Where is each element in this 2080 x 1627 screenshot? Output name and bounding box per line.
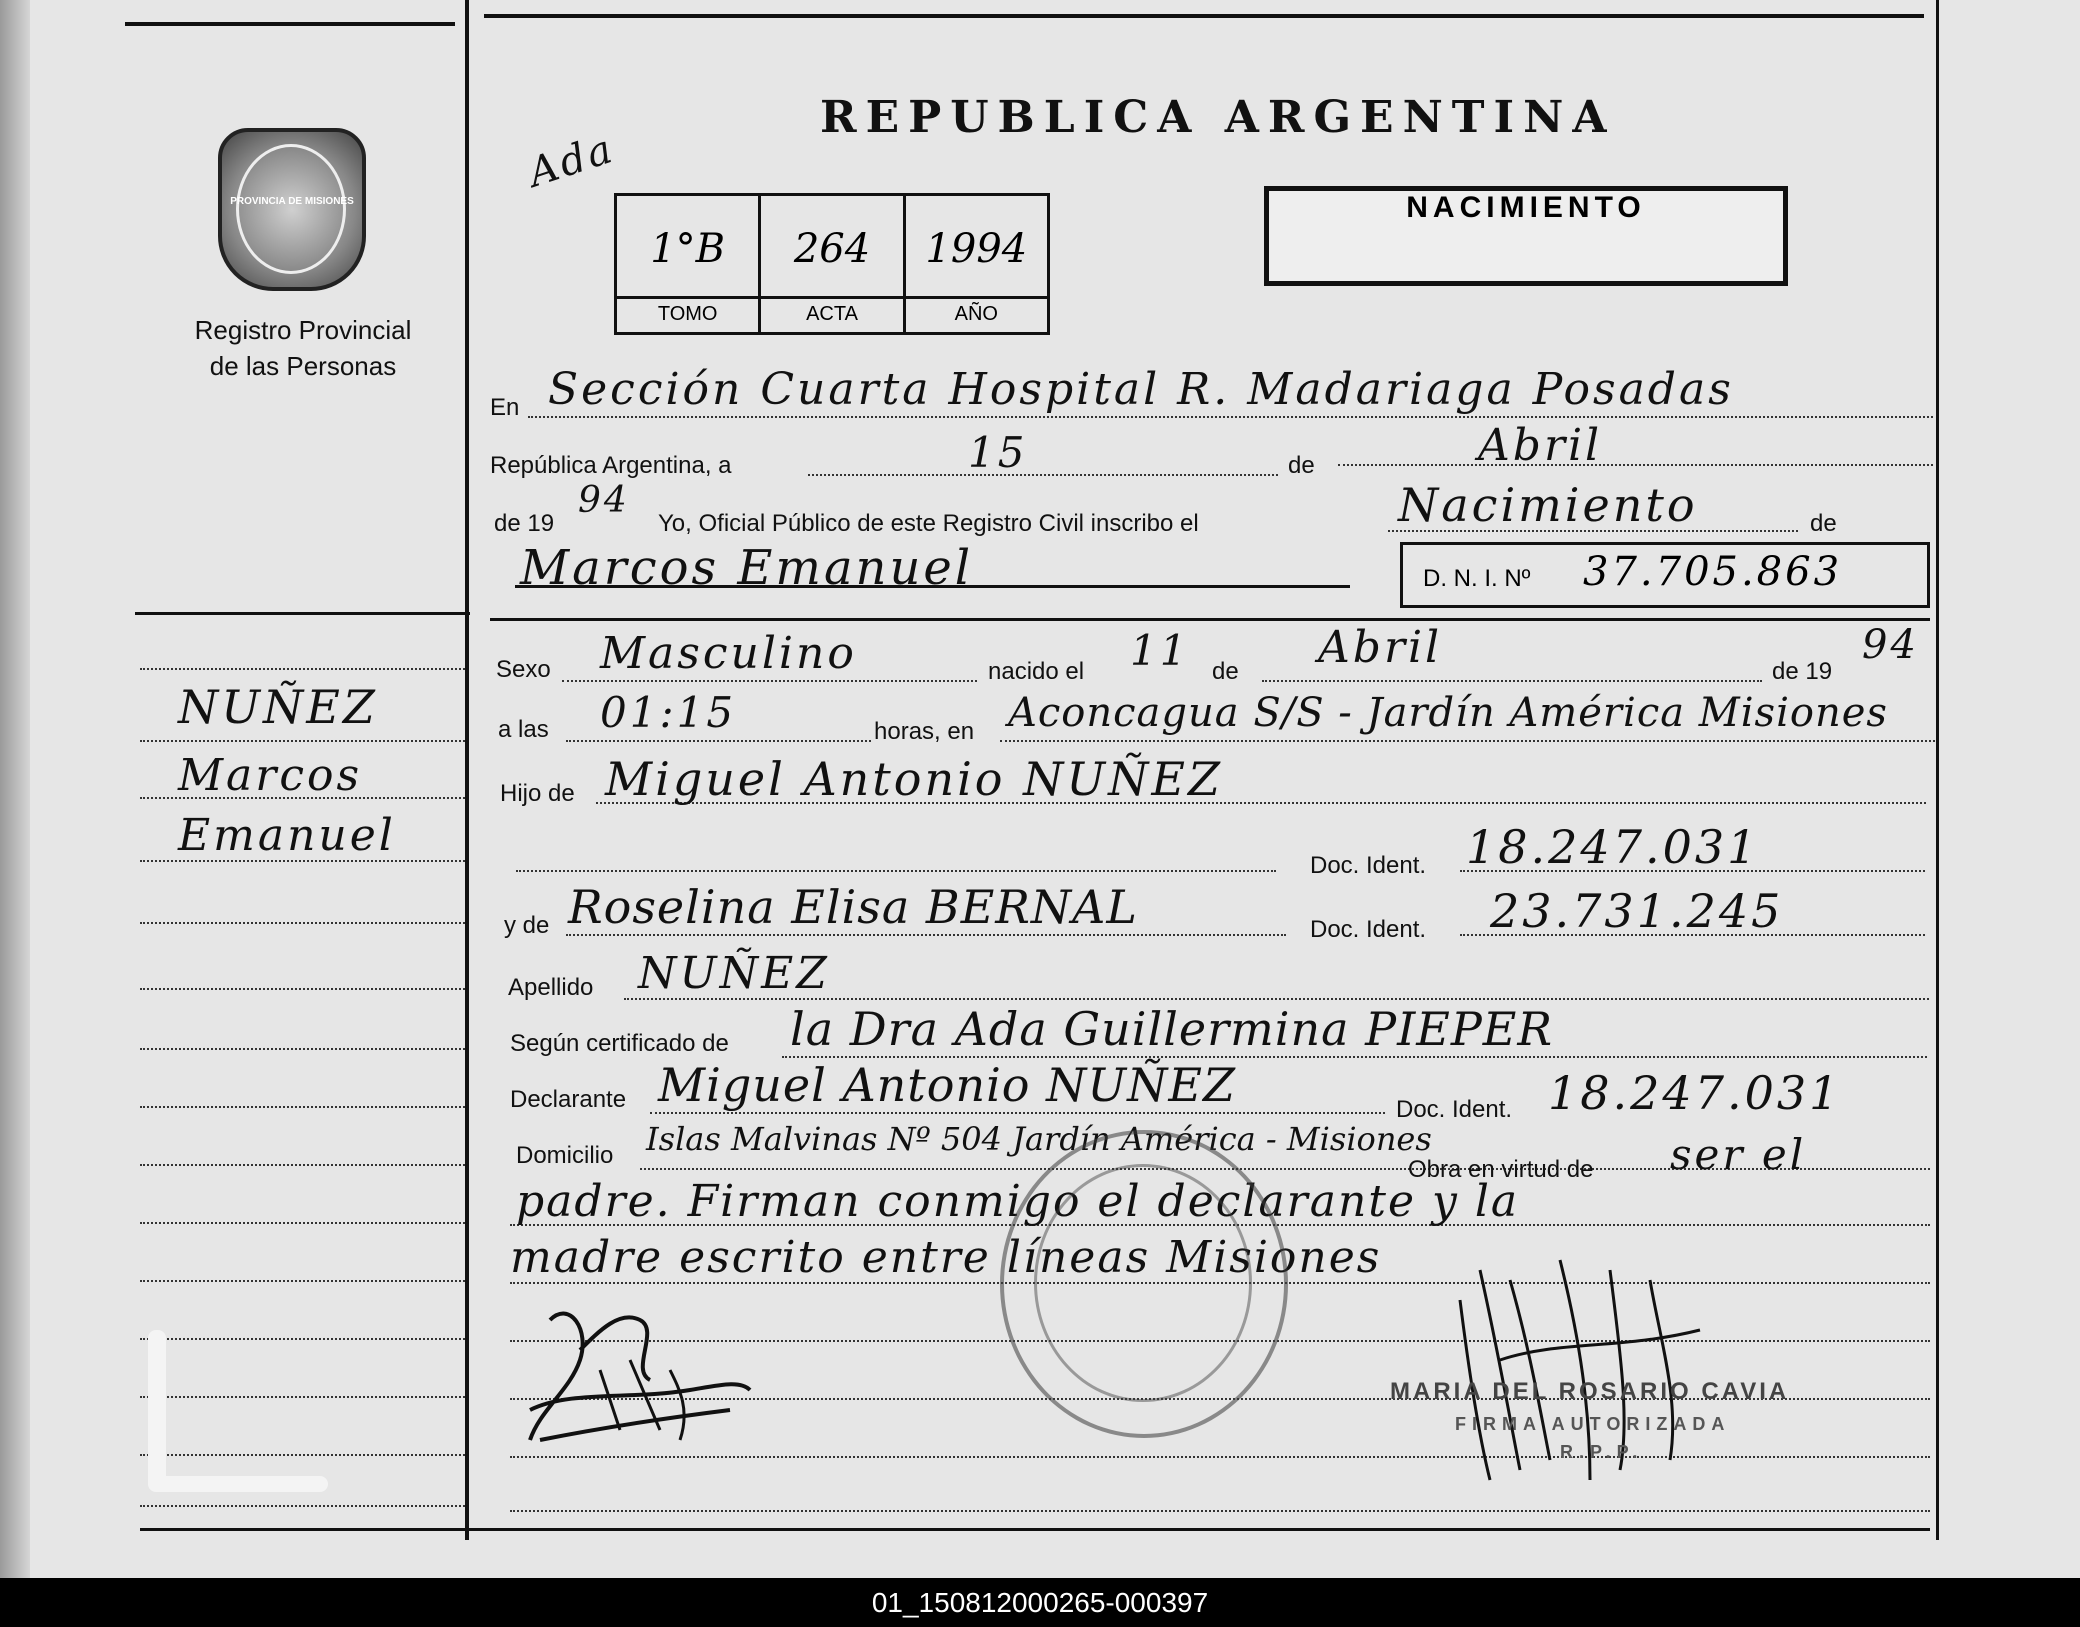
margin-line	[140, 1338, 465, 1340]
form-line	[650, 1112, 1385, 1114]
margin-line	[140, 740, 465, 742]
obra-line-2: padre. Firman conmigo el declarante y la	[516, 1176, 1520, 1227]
nacido-label: nacido el	[988, 658, 1085, 685]
declarante-doc-label: Doc. Ident.	[1396, 1096, 1513, 1123]
certificado-value: la Dra Ada Guillermina PIEPER	[790, 1002, 1553, 1056]
margin-line	[140, 1280, 465, 1282]
form-line	[808, 474, 1278, 476]
dia-value: 15	[968, 428, 1028, 477]
de-label: de	[1288, 452, 1315, 479]
anio-cell	[906, 196, 1047, 332]
margin-line	[140, 1106, 465, 1108]
declarante-value: Miguel Antonio NUÑEZ	[658, 1058, 1236, 1112]
column-divider	[465, 0, 469, 1540]
nac-dia-value: 11	[1130, 626, 1190, 675]
page-title: REPUBLICA ARGENTINA	[820, 92, 1616, 143]
dni-value: 37.705.863	[1583, 549, 1843, 595]
nac-anio-prefix: de 19	[1772, 658, 1833, 685]
binding-edge	[0, 0, 30, 1578]
registry-name	[150, 312, 456, 384]
form-line	[1000, 740, 1935, 742]
margin-line	[140, 988, 465, 990]
anio-prefix-label: de 19	[494, 510, 555, 537]
lugar-value: Aconcagua S/S - Jardín América Misiones	[1008, 690, 1888, 736]
obra-line-1: ser el	[1670, 1130, 1807, 1179]
margin-line	[140, 922, 465, 924]
republica-label: República Argentina, a	[490, 452, 732, 479]
domicilio-label: Domicilio	[516, 1142, 614, 1169]
margin-line	[140, 1164, 465, 1166]
correction-mark	[148, 1476, 328, 1492]
official-stamp-icon	[1000, 1130, 1288, 1438]
section-rule	[490, 618, 1930, 621]
nombre-value: Marcos Emanuel	[520, 540, 974, 596]
form-line	[566, 934, 1286, 936]
sexo-label: Sexo	[496, 656, 551, 683]
ydе-label: y de	[504, 912, 550, 939]
record-table	[614, 193, 1050, 335]
margin-second-name: Emanuel	[178, 810, 396, 861]
tomo-cell	[617, 196, 761, 332]
declarante-label: Declarante	[510, 1086, 627, 1113]
anio-value: 1994	[925, 226, 1028, 272]
hora-value: 01:15	[600, 688, 737, 737]
nac-anio-value: 94	[1862, 622, 1919, 668]
seal-ring	[236, 144, 346, 274]
acta-cell	[761, 196, 905, 332]
mes-value: Abril	[1478, 420, 1603, 471]
margin-surname: NUÑEZ	[178, 680, 378, 734]
stamp-inner-ring	[1034, 1164, 1252, 1402]
madre-value: Roselina Elisa BERNAL	[568, 880, 1138, 934]
apellido-label: Apellido	[508, 974, 594, 1001]
obra-line-3: madre escrito entre líneas Misiones	[510, 1232, 1382, 1283]
registry-line-1: Registro Provincial	[194, 315, 412, 345]
margin-line	[140, 1048, 465, 1050]
dni-label: D. N. I. Nº	[1423, 565, 1531, 592]
margin-line	[140, 1396, 465, 1398]
form-line	[510, 1510, 1930, 1512]
seal-text: PROVINCIA DE MISIONES	[230, 196, 354, 207]
right-border	[1936, 0, 1939, 1540]
margin-first-name: Marcos	[178, 750, 363, 801]
horas-label: horas, en	[874, 718, 975, 745]
certificado-label: Según certificado de	[510, 1030, 729, 1057]
oficial-text: Yo, Oficial Público de este Registro Civil inscribo el	[658, 510, 1199, 537]
registry-line-2: de las Personas	[209, 351, 397, 381]
form-line	[562, 680, 977, 682]
declarant-signature	[510, 1290, 760, 1460]
hijo-label: Hijo de	[500, 780, 575, 807]
official-title: FIRMA AUTORIZADA	[1455, 1414, 1731, 1434]
padre-value: Miguel Antonio NUÑEZ	[605, 752, 1223, 806]
apellido-value: NUÑEZ	[638, 948, 830, 999]
form-line	[1262, 680, 1762, 682]
form-line	[1338, 464, 1933, 466]
top-rule-left	[125, 22, 455, 26]
margin-line	[140, 1505, 465, 1507]
alas-label: a las	[498, 716, 549, 743]
tomo-label: TOMO	[617, 296, 758, 326]
acta-label: ACTA	[761, 296, 902, 326]
nacimiento-box: NACIMIENTO	[1264, 186, 1788, 286]
margin-rule	[135, 612, 470, 615]
madre-doc-label: Doc. Ident.	[1310, 916, 1427, 943]
padre-doc-value: 18.247.031	[1466, 820, 1760, 874]
sexo-value: Masculino	[600, 628, 857, 679]
margin-line	[140, 1222, 465, 1224]
top-rule-right	[484, 14, 1924, 18]
obra-label: Obra en virtud de	[1408, 1156, 1594, 1183]
acta-value: 264	[793, 226, 871, 272]
form-line	[528, 416, 1933, 418]
official-name: MARIA DEL ROSARIO CAVIA	[1390, 1378, 1790, 1405]
padre-doc-label: Doc. Ident.	[1310, 852, 1427, 879]
en-label: En	[490, 394, 520, 421]
declarante-doc-value: 18.247.031	[1548, 1066, 1842, 1120]
dni-box	[1400, 542, 1930, 608]
nac-mes-value: Abril	[1318, 622, 1443, 673]
margin-line	[140, 1454, 465, 1456]
de-label-2: de	[1810, 510, 1837, 537]
domicilio-value: Islas Malvinas Nº 504 Jardín América - Misiones	[646, 1120, 1432, 1158]
anio-suffix-value: 94	[578, 480, 630, 521]
form-line	[516, 870, 1276, 872]
acto-value: Nacimiento	[1398, 478, 1698, 532]
madre-doc-value: 23.731.245	[1490, 884, 1784, 938]
tomo-value: 1°B	[650, 226, 726, 272]
image-caption: 01_150812000265-000397	[0, 1578, 2080, 1627]
bottom-rule	[140, 1528, 1930, 1531]
coat-of-arms-icon	[218, 128, 366, 291]
nac-de-label: de	[1212, 658, 1239, 685]
anio-label: AÑO	[906, 296, 1047, 326]
official-org: R.P.P.	[1560, 1442, 1644, 1462]
correction-mark	[148, 1330, 166, 1490]
handwritten-note: Ada	[523, 125, 621, 197]
margin-line	[140, 668, 465, 670]
seccion-value: Sección Cuarta Hospital R. Madariaga Posadas	[548, 364, 1734, 415]
form-line	[566, 740, 871, 742]
